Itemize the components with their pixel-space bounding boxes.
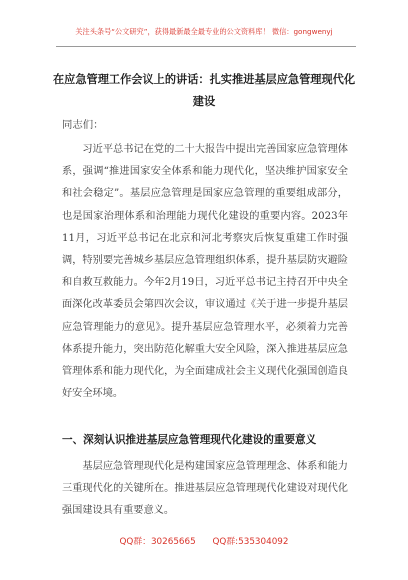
- footer-contact: QQ群：30265665 QQ群:535304092: [119, 537, 289, 547]
- paragraph-1: 习近平总书记在党的二十大报告中提出完善国家应急管理体系，强调“推进国家安全体系和能力现代化，坚决维护国家安全和社会稳定”。基层应急管理是国家应急管理的重要组成部分，也是国家治理体系和治理能力现代化建设的重要内容。2023年11月，习近平总书记在北京和河北考察灾后恢复重建工作时强调，特别要完善城乡基层应急管理组织体系，提升基层防灾避险和自救互救能力。今年2月19日，习近平总书记主持召开中央全面深化改革委员会第四次会议，审议通过《关于进一步提升基层应急管理能力的意见》。提升基层应急管理水平，必须着力完善体系提升能力，突出防范化解重大安全风险，深入推进基层应急管理体系和能力现代化，为全面建成社会主义现代化强国创造良好安全环境。: [62, 144, 348, 400]
- header-note: 关注头条号“公文研究”，获得最新最全最专业的公文资料库！ 微信：gongwenyj: [75, 27, 333, 36]
- document-title: 在应急管理工作会议上的讲话：扎实推进基层应急管理现代化建设: [52, 72, 356, 108]
- paragraph-2: 基层应急管理现代化是构建国家应急管理理念、体系和能力三重现代化的关键所在。推进基层应急管理现代化建设对现代化强国建设具有重要意义。: [62, 461, 348, 517]
- salutation: 同志们：: [62, 119, 104, 131]
- header-divider: [56, 46, 356, 47]
- section-heading-1: 一、深刻认识推进基层应急管理现代化建设的重要意义: [62, 434, 317, 446]
